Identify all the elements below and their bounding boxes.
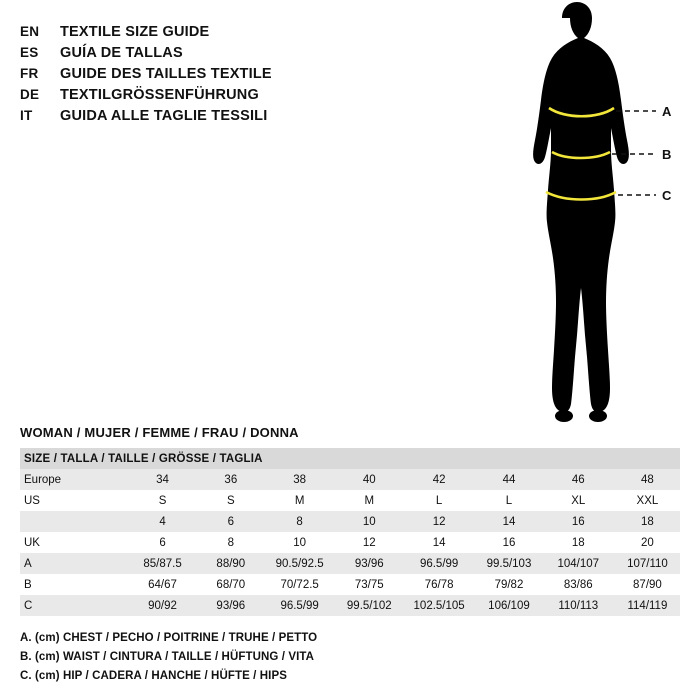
cell: 8 xyxy=(296,515,303,528)
woman-heading: WOMAN / MUJER / FEMME / FRAU / DONNA xyxy=(20,425,299,440)
cell: S xyxy=(158,494,167,507)
language-row-es xyxy=(20,45,500,61)
language-row-de xyxy=(20,87,500,103)
legend-waist: B. (cm) WAIST / CINTURA / TAILLE / HÜFTUNG / VITA xyxy=(20,651,315,663)
cell: 93/96 xyxy=(216,599,246,612)
cell: 76/78 xyxy=(424,578,454,591)
cell: 16 xyxy=(571,515,585,528)
table-row xyxy=(20,532,680,553)
cell: 73/75 xyxy=(354,578,384,591)
cell: 14 xyxy=(432,536,446,549)
row-label xyxy=(20,511,126,532)
language-code: FR xyxy=(20,66,39,81)
row-label: Europe xyxy=(24,473,62,486)
cell: 12 xyxy=(432,515,446,528)
size-header-cell: SIZE / TALLA / TAILLE / GRÖSSE / TAGLIA xyxy=(24,452,263,465)
hip-marker-label: C xyxy=(662,188,672,203)
cell: 68/70 xyxy=(216,578,246,591)
table-header-row xyxy=(20,448,680,469)
cell: XL xyxy=(571,494,586,507)
cell: 64/67 xyxy=(148,578,177,591)
table-row xyxy=(20,511,680,532)
cell: 36 xyxy=(224,473,238,486)
language-title: GUIDA ALLE TAGLIE TESSILI xyxy=(60,108,268,124)
row-label: US xyxy=(24,494,40,507)
row-label: B xyxy=(24,578,32,591)
cell: M xyxy=(294,494,305,507)
cell: S xyxy=(226,494,235,507)
cell: 14 xyxy=(502,515,516,528)
cell: 88/90 xyxy=(216,557,246,570)
cell: 16 xyxy=(502,536,516,549)
legend-hip: C. (cm) HIP / CADERA / HANCHE / HÜFTE / HIPS xyxy=(20,670,288,682)
cell: 99.5/103 xyxy=(486,557,532,570)
cell: 93/96 xyxy=(354,557,384,570)
chest-marker-label: A xyxy=(662,104,672,119)
cell: 42 xyxy=(432,473,446,486)
cell: 6 xyxy=(159,536,166,549)
language-code: DE xyxy=(20,87,40,102)
cell: L xyxy=(435,494,443,507)
language-row-it xyxy=(20,108,500,124)
table-row xyxy=(20,553,680,574)
table-row xyxy=(20,490,680,511)
cell: 12 xyxy=(362,536,376,549)
waist-marker-label: B xyxy=(662,147,672,162)
cell: 10 xyxy=(293,536,307,549)
cell: 106/109 xyxy=(488,599,530,612)
cell: XXL xyxy=(636,494,659,507)
cell: 8 xyxy=(227,536,235,549)
cell: 46 xyxy=(571,473,585,486)
cell: L xyxy=(505,494,513,507)
language-code: IT xyxy=(20,108,33,123)
body-figure-diagram xyxy=(470,0,700,440)
cell: 40 xyxy=(362,473,376,486)
cell: 90/92 xyxy=(148,599,177,612)
cell: 20 xyxy=(641,536,654,549)
row-label: C xyxy=(24,599,33,612)
cell: 107/110 xyxy=(627,557,668,570)
table-row xyxy=(20,469,680,490)
size-table-block xyxy=(20,425,680,616)
cell: 104/107 xyxy=(557,557,600,570)
cell: 99.5/102 xyxy=(346,599,392,612)
cell: 18 xyxy=(571,536,585,549)
cell: 70/72.5 xyxy=(280,578,319,591)
cell: 96.5/99 xyxy=(280,599,319,612)
cell: 18 xyxy=(641,515,654,528)
language-title: GUIDE DES TAILLES TEXTILE xyxy=(60,66,272,82)
language-title: TEXTILGRÖSSENFÜHRUNG xyxy=(60,87,259,103)
cell: 83/86 xyxy=(563,578,593,591)
cell: M xyxy=(364,494,375,507)
language-title-list xyxy=(20,24,500,129)
language-code: ES xyxy=(20,45,39,60)
female-silhouette-icon xyxy=(470,0,700,440)
language-row-fr xyxy=(20,66,500,82)
cell: 34 xyxy=(156,473,169,486)
language-code: EN xyxy=(20,24,40,39)
language-title: GUÍA DE TALLAS xyxy=(60,45,183,61)
table-row xyxy=(20,595,680,616)
cell: 110/113 xyxy=(558,599,599,612)
language-title: TEXTILE SIZE GUIDE xyxy=(60,24,210,40)
size-table xyxy=(20,448,680,616)
cell: 96.5/99 xyxy=(419,557,459,570)
cell: 48 xyxy=(641,473,654,486)
cell: 38 xyxy=(293,473,307,486)
cell: 10 xyxy=(362,515,376,528)
cell: 6 xyxy=(227,515,235,528)
cell: 87/90 xyxy=(633,578,662,591)
legend-chest: A. (cm) CHEST / PECHO / POITRINE / TRUHE / PETTO xyxy=(20,632,318,644)
cell: 85/87.5 xyxy=(143,557,182,570)
cell: 114/119 xyxy=(627,599,668,612)
cell: 90.5/92.5 xyxy=(275,557,324,570)
language-row-en xyxy=(20,24,500,40)
cell: 102.5/105 xyxy=(413,599,465,612)
cell: 44 xyxy=(502,473,516,486)
cell: 79/82 xyxy=(494,578,524,591)
cell: 4 xyxy=(159,515,166,528)
measurement-legend xyxy=(20,632,660,689)
table-row xyxy=(20,574,680,595)
row-label: A xyxy=(24,557,32,570)
row-label: UK xyxy=(24,536,40,549)
